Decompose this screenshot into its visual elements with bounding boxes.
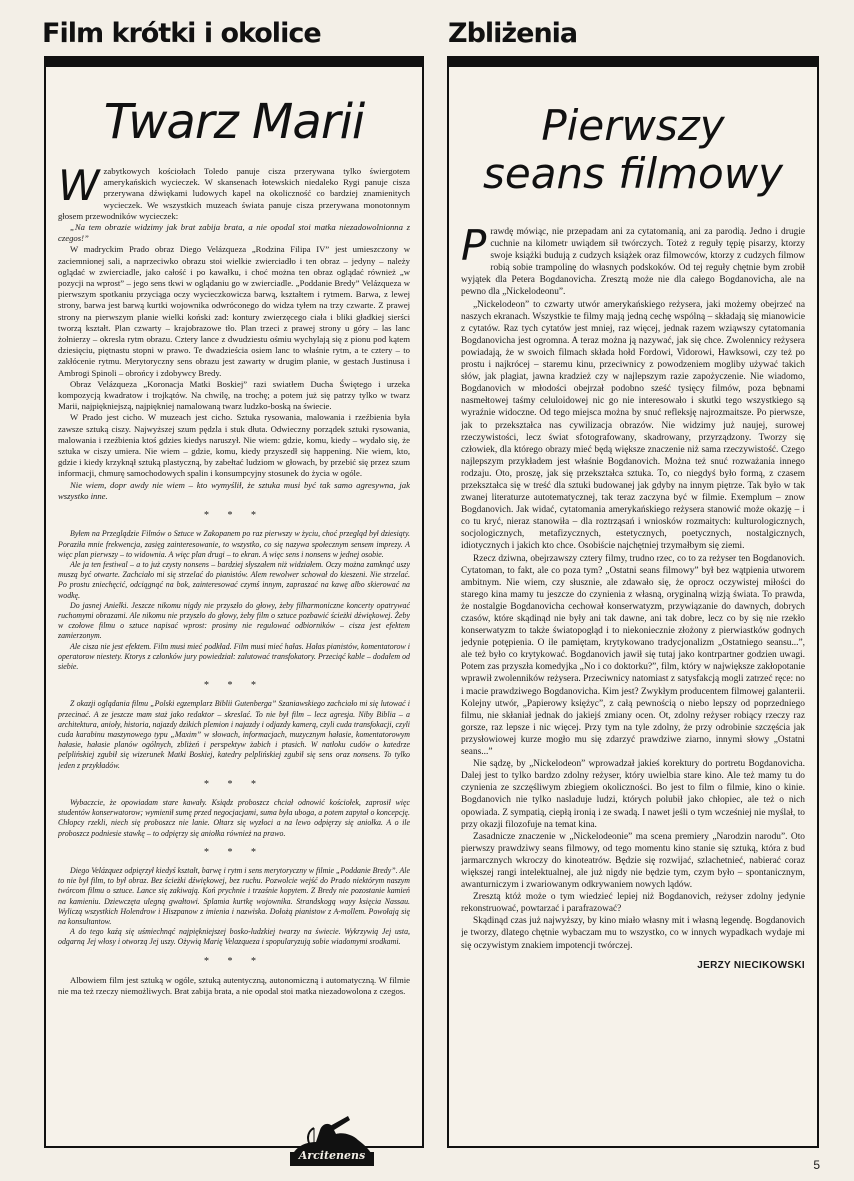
article-paragraph: Nie wiem, dopr awdy nie wiem – kto wymyślił, że sztuka musi być tak samo agresywna, jak wszystko inne. [58, 479, 410, 501]
right-article-frame [447, 56, 819, 1148]
note-paragraph: Byłem na Przeglądzie Filmów o Sztuce w Zakopanem po raz pierwszy w życiu, choć przegląd był dziesiąty. Poraziła mnie frekwencja, zasięg zainteresowanie, to wszystko, co się nazywa społecznym sensem imprezy. A więc plan pierwszy – to widownia. A więc plan drugi – to ekran. A więc sens i nonsens w jednej osobie. [58, 529, 410, 559]
article-paragraph: Zresztą któż może o tym wiedzieć lepiej niż Bogdanovich, reżyser zdolny jedynie rekonstruować, powtarzać i parafrazować? [461, 892, 805, 915]
drop-cap: W [58, 166, 100, 210]
note-paragraph: Ale ja ten festiwal – a to już czysty nonsens – bardziej słyszałem niż widziałem. Oczy można zamknąć uszy muszą być otwarte. Zachciało mi się strzelać do pianistów. Alem rewolwer schował do kieszeni. Nie strzelać. Po prostu zniechęcić, odciągnąć na bok, zainteresować czymś innym, zapraszać na kawę albo skierować na wodkę. [58, 559, 410, 600]
note-paragraph: Z okazji oglądania filmu „Polski egzemplarz Biblii Gutenberga” Szaniawskiego zachciało mi się lutować i przecinać. A ze jeszcze mam staż jako redaktor – skreslać. To nie był film – lecz agresja. Niby Biblia – a architektura, anioły, historia, najazdy dzikich plemion i najazdy i odjazdy kamerą, czyli cuda transfokacji, czyli cuda karabinu maszynowego typu „Maxim” w słowach, informacjach, muzycznym hałasie, komentatorowym hałasie, hałasie planów ogólnych, zbliżeń i perspektyw żabich i ptasich. W natłoku cudów o katedrze pelplińskiej zgubił się wizerunek Matki Boskiej, katedry pelplińskiej zgubił się sens oraz nonsens. To tylko jeden z przykładów. [58, 699, 410, 770]
article-paragraph: Nie sądzę, by „Nickelodeon” wprowadzał jakieś korektury do portretu Bogdanovicha. Dalej jest to tylko bardzo zdolny reżyser, który uwielbia stare kino. Ale też mamy tu do czynienia ze szczęśliwym zbiegiem okoliczności. Bo jest to film o filmie, kino o kinie. Bogdanovich nie tylko nasladuje ludzi, których polubił jako chłopiec, ale też o nich opowiada. Z sympatią, ciepłą ironią i ze swadą. I nawet jeśli o tym wcześniej nie myślał, to przy okazji filozofuje na temat kina. [461, 759, 805, 830]
article-paragraph: Skądinąd czas już najwyższy, by kino miało własny mit i własną legendę. Bogdanovich je tworzy, dlatego chętnie wybaczam mu to wszystko, co w innych wypadkach wydaje mi się oczywistym znakiem impotencji twórczej. [461, 916, 805, 951]
article-paragraph: W Prado jest cicho. W muzeach jest cicho. Sztuka rysowania, malowania i rzeźbienia była zawsze sztuką ciszy. Najwyższej szum pędzla i stuk dłuta. Odwieczny porządek sztuki rysowania, malowania i rzeźbienia ktoś gdzies kiedys naruszył. Nie wiem: gdzie, komu, kiedy – wydało się, że sztuka w ciszy umiera. Nie wiem – gdzie, komu, kiedy przyszedł się happening. Nie wiem, kto, gdzie i kiedy krzyknął sztuką plastyczną, by zabełtać ludziom w głowach, by przebić się przez szum informacji, chmurę samochodowych spalin i konsumpcyjny stosunek do życia w ogóle. [58, 412, 410, 479]
left-article-title: Twarz Marii [103, 94, 365, 150]
article-paragraph: Obraz Velázqueza „Koronacja Matki Boskiej” razi swiatłem Ducha Świętego i urzeka kompozycją kwadratow i trojkątów. Na chwilę, na trochę; a potem już się patrzy tylko w twarz Marii, najpiękniejszą, najpiękniej namalowaną twarz ludzko-boską na świecie. [58, 378, 410, 412]
left-article-frame [44, 56, 424, 1148]
section-separator: * * * [204, 846, 264, 858]
page-number: 5 [813, 1158, 820, 1172]
publisher-logo [286, 1112, 378, 1168]
frame-top-bar [46, 58, 422, 67]
left-article-body [58, 166, 410, 1138]
right-article-title [449, 102, 817, 198]
right-article-body [461, 226, 805, 1138]
note-paragraph: Do jasnej Anielki. Jeszcze nikomu nigdy nie przyszło do głowy, żeby filharmoniczne koncerty opatrywać ruchomymi obrazami. Ale nikomu nie przyszło do głowy, żeby film o sztuce pozbawić ścieżki dźwiękowej. Żeby w czołowe filmu o sztuce napisać wprost: prosimy nie regulować odbiorników – cisza jest efektem zamierzonym. [58, 600, 410, 641]
note-paragraph: Wybaczcie, że opowiadam stare kawały. Ksiądz proboszcz chciał odnowić kościołek, zaprosił więc studentów konserwatorow; wymienił sumę przed negocjacjami, suma była uboga, a potem zapytał o koncepcję. Chłopcy rzekli, niech się proboszcz nie lanie. Ołtarz się wyzłoci a na lewo odpięrzy się aniołka. A o ile proboszcz podniesie stawkę – to odpięrzy się aniołka również na prawo. [58, 797, 410, 838]
article-notes [58, 529, 410, 967]
article-paragraph: „Na tem obrazie widzimy jak brat zabija brata, a nie opodal stoi matka niezadowolnionna z czegos!” [58, 222, 410, 244]
section-separator: * * * [204, 778, 264, 790]
article-paragraph: Rzecz dziwna, obejrzawszy cztery filmy, trudno rzec, co to za reżyser ten Bogdanovich. Cytatoman, to fakt, ale co poza tym? „Ostatni seans filmowy” był bez wątpienia utworem ambitnym. Nie wiem, czy słusznie, ale zdawało się, że oprocz oczywistej miłości do starego kina mamy tu jeszcze do czynienia z własną, oryginalną wizją świata. To prawda, że nostalgie Bogdanovicha cechował konserwatyzm, przywiązanie do dawnych, dobrych czasów, które skądinąd nie były ani tak dawne, ani tak dobre, lecz co by się nie rzekło konserwatyzm to także światopogląd i to niekoniecznie złożony z pierwiastków godnych jedynie potępienia. O ile pamiętam, krytykowano tradycjonalizm „Ostatniego seansu...”, ale też było co krytykować. Bogdanovich jawił się tutaj jako kontrpartner godzien uwagi. Potem zas przyszła komedyjka „No i co doktorku?”, film, który w największe zakłopotanie wprawił zwolenników reżysera. Przeciwnicy natomiast z satysfakcją mogli zatrzeć ręce: no i macie prawdziwego Bogdanovicha. Kim jest? Zwykłym producentem filmowej galanterii. Kolejny utwór, „Papierowy księżyc”, z całą pewnością o niebo lepszy od poprzedniego filmu, nie skłaniał jednak do jakiejś zmiany ocen. Ot, zdolny reżyser robiący rzeczy raz gorsze, raz lepsze i nic więcej. Przy tym na tyle zdolny, że przy odrobinie szczęścia jak przysłowiowej kurze mogło mu się zdarzyć prawdziwe ziarno, innymi słowy „Ostatni seans...” [461, 553, 805, 758]
author-byline: JERZY NIECIKOWSKI [697, 959, 805, 971]
article-paragraph: Zasadnicze znaczenie w „Nickelodeonie” ma scena premiery „Narodzin narodu”. Oto pierwszy prawdziwy seans filmowy, od tego momentu kino stanie się sztuką, która z bud jarmarcznych wkroczy do kinoteatrów. Będzie się rozwijać, szlachetnieć, nabierać coraz większej rangi intelektualnej, ale już nigdy nie będzie tym, czym było – spontanicznym, awanturniczym i zwariowanym odkrywaniem nowych lądów. [461, 831, 805, 891]
drop-cap: P [461, 226, 487, 270]
logo-text: Arcitenens [298, 1149, 366, 1162]
frame-top-bar [449, 58, 817, 67]
closing-paragraph: Albowiem film jest sztuką w ogóle, sztuką autentyczną, autonomiczną i automatyczną. W filmie nie ma też rzeczy niemożliwych. Brat zabija brata, a nie opodal stoi matka niezadowolona z czegos. [58, 974, 410, 997]
section-separator: * * * [204, 510, 264, 522]
article-paragraph: Prawdę mówiąc, nie przepadam ani za cytatomanią, ani za parodią. Jedno i drugie cuchnie na kilometr uwiądem sił twórczych. Toteż z reguły tępię pisarzy, ktorzy swoje książki budują z cudzych książek oraz filmowców, ktorzy z cudzych filmow robią sobie trampolinę do własnych podskoków. Od tej reguły chętnie bym zrobił wyjątek dla Petera Bogdanovicha. Zresztą może nie dla całego Bogdanovicha, ale na pewno dla „Nickelodeonu”. [461, 226, 805, 298]
section-separator: * * * [204, 955, 264, 967]
section-heading-right: Zbliżenia [448, 18, 578, 49]
note-paragraph: Ale cisza nie jest efektem. Film musi mieć podkład. Film musi mieć hałas. Hałas pianistów, komentatorow i operatorow niestety. Ktorys z członków jury powiedział: zalutować transfokatory. Przeciąć kable – dodałem od siebie. [58, 641, 410, 671]
note-paragraph: Diego Velázquez odpięrzył kiedyś kształt, barwę i rytm i sens merytoryczny w filmie „Poddanie Bredy”. Ale to nie był film, to był obraz. Bez ścieżki dźwiękowej, bez ruchu. Pozwolcie wejść do Prado niektórym naszym twórcom filmu o sztuce. Lance się zakiwają. Koń prychnie i trzaśnie kopytem. Z Bredy nie pozostanie kamień na kamieniu. Dziewczęta ulegną gwałtowi. Splamia kurtkę wojownika. Strandskogą wayy księcia Nassau. Wyliczą wszystkich Holendrow i Hiszpanow z imienia i nazwiska. Dołożą pianistow z A-mollem. Powołają się na konsultantow. [58, 865, 410, 926]
article-paragraph: „Nickelodeon” to czwarty utwór amerykańskiego reżysera, jaki możemy obejrzeć na naszych ekranach. Wszystkie te filmy mają jedną cechę wspólną – składają się mianowicie z cytatów. Raz tych cytatów jest mniej, raz więcej, jednak razem wziąwszy cytatomania Bogdanovicha jest ogromna. A teraz można ją nazywać, jak się chce. Zwolennicy reżysera powiadają, że w swoich filmach składa hołd Fordowi, Vidorowi, Hawksowi, czy też po prostu i najkrócej – staremu kinu, przeciwnicy z powodzeniem mogliby używać takich słów, jak plagiat, jawna kradzież czy w najlepszym razie zapożyczenie. Nie wiadomo, Bogdanovich w młodości obejrzał podobno sześć tysięcy filmów, poza bębnami nasmełtowej taśmy celuloidowej nic go nie interesowało i skutki tego wszystkiego są wyraźnie widoczne. Od tego miejsca można by snuć refleksję najrozmaitsze. Po pierwsze, jak to przekształca nas cywilizacja obrazów. Nie widzimy już naujej, surowej rzeczywistości, lecz świat sfotografowany, skadrowany, przyrządzony. Tworzy się człowiek, dla którego obrazy mieć będą większe znaczenie niż sama rzeczywistość. Czego najlepszym przykładem jest właśnie Bogdanovich. Można też snuć rozważania innego rodzaju. Oto, proszę, jak się przekształca sztuka. To, co niegdyś było formą, z czasem przekształca się w treść dla sztuki budowanej jak gdyby na innym piętrze. Tak było w tak zwanej literaturze autotematycznej, tak teraz zaczyna być w filmie. Exemplum – znow Bogdanovich. Jak widać, cytatomania amerykańskiego reżysera stanowić może okazję – i co tu kryć, nieraz stanowiła – dla roztrząsań i wniosków rozmaitych: kulturologicznych, socjologicznych, metafizycznych, estetycznych, poetycznych, nostalgicznych, idiotycznych i jakich kto chce. Osobiście najchętniej trzymałbym się ziemi. [461, 299, 805, 552]
title-line: seans filmowy [483, 148, 783, 198]
section-separator: * * * [204, 680, 264, 692]
article-paragraph: W madryckim Prado obraz Diego Velázqueza „Rodzina Filipa IV” jest umieszczony w zaciemnionej sali, a naprzeciwko obrazu stoi wielkie zwierciadło i ten obraz – jedyny – należy oglądać w zwierciadle, jako całość i po kawałku, i choć można ten obraz oglądać również „w pozycji na wprost” – jego sens tkwi w oglądaniu go w zwierciadle. „Poddanie Bredy” Velázqueza w pierwszym spotkaniu przyciąga oczy wycieczkowicza barwą, kształtem i rytmem. Barwa, z lewej strony, barwa jest barwą kurtki wojownika odwróconego do widza tyłem na trzy czwarte. Z prawej strony na pierwszym planie wielki koński zad: kontury zwierzęcego ciała i bliki gładkiej sierści tworzą kształt. Plan czwarty – krajobrazowe tło. Plan trzeci z prawej strony u góry – las lanc żołnierzy – okresla rytm obrazu. Cztery lance z dwudziestu ośmiu wychylają się z pionu pod kątem dziesięciu, piętnastu stopni w prawo. Te dwadzieścia osiem lanc to właśnie rytm, a te cztery – to zakłócenie rytmu. Merytoryczny sens obrazu jest zawarty w drugim planie, w gestach Justinusa i Ambrogi Spinoli – obrońcy i zdobywcy Bredy. [58, 244, 410, 378]
section-heading-left: Film krótki i okolice [42, 18, 321, 49]
title-line: Pierwszy [541, 101, 725, 150]
article-paragraph: Wzabytkowych kościołach Toledo panuje cisza przerywana tylko świergotem amerykańskich wycieczek. W skansenach łotewskich niedaleko Rygi panuje cisza przerywana dźwiękami ludowych kapel na okoliczność co bardziej znamienitych wycieczek. We wszystkich muzeach świata panuje cisza przerywana monotonnym głosem przewodników wycieczek: [58, 166, 410, 221]
note-paragraph: A do tego kaźą się uśmiechnąć najpiękniejszej bosko-ludzkiej twarzy na świecie. Wykrzywią Jej usta, odgarną Jej włosy i otworzą Jej uszy. Ożywią Marię Velazqueza i spopularyzują sobie wiadomymi srodkami. [58, 927, 410, 947]
